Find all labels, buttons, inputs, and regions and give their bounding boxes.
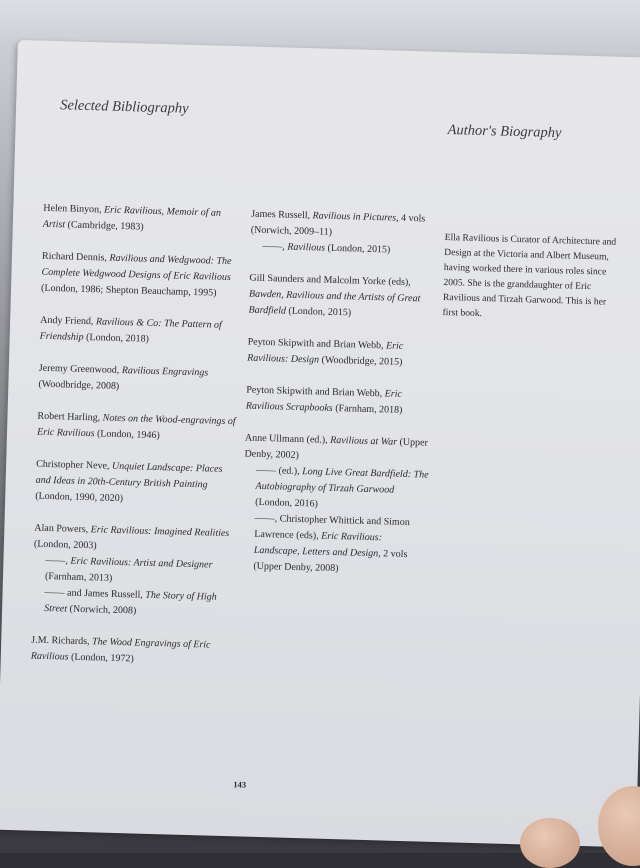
bibliography-column-2 [241,207,437,596]
entry-rest: (Woodbridge, 2008) [38,378,120,392]
bibliography-sub-entry [250,239,435,260]
entry-title: The Story of High Street [43,589,217,615]
bibliography-entry [250,207,436,260]
entry-author: J.M. Richards, [31,634,93,648]
entry-rest: (London, 2018) [83,331,150,345]
entry-rest: , 2 vols (Upper Denby, 2008) [253,548,408,575]
entry-author: Jeremy Greenwood, [38,362,122,377]
entry-author: Peyton Skipwith and Brian Webb, [246,384,385,400]
entry-rest: (London, 1990, 2020) [35,490,124,505]
entry-rest: (Farnham, 2013) [44,570,113,584]
bibliography-entry [246,383,432,420]
bibliography-entry [241,430,430,579]
entry-rest: (London, 1986; Shepton Beauchamp, 1995) [40,282,217,299]
bibliography-entry [248,271,434,324]
entry-title: Ravilious at War [330,434,398,448]
index-finger [520,818,580,868]
entry-author: Christopher Neve, [36,458,113,472]
entry-title: Eric Ravilious, Memoir of an Artist [42,204,222,231]
entry-rest: (Farnham, 2018) [332,402,403,416]
entry-title: Eric Ravilious: Artist and Designer [70,555,213,571]
bibliography-entry [37,409,238,447]
bibliography-entry [38,361,239,399]
entry-title: The Wood Engravings of Eric Ravilious [30,636,211,663]
entry-title: Bawden, Ravilious and the Artists of Great Bardfield [248,288,421,317]
bibliography-entry [43,201,244,239]
book-page [0,40,640,848]
entry-rest: (London, 2016) [255,496,319,510]
bibliography-sub-entry [243,462,429,515]
entry-author: Robert Harling, [37,410,103,424]
entry-author: Helen Binyon, [43,202,105,216]
entry-title: Eric Ravilious: Landscape, Letters and Design [253,530,383,560]
bibliography-entry [41,249,242,303]
entry-rest: (London, 1972) [68,651,134,665]
bibliography-entry [31,633,232,671]
entry-rest: , 4 vols (Norwich, 2009–11) [250,212,426,238]
entry-title: Eric Ravilious Scrapbooks [245,388,403,414]
entry-title: Ravilious and Wedgwood: The Complete Wedgwood Designs of Eric Ravilious [41,252,232,284]
bibliography-sub-entry [241,510,428,579]
entry-author: —— (ed.), [255,464,303,478]
bibliography-heading: Selected Bibliography [59,97,189,117]
entry-author: ——, [45,554,71,567]
bibliography-entry [35,457,236,511]
entry-title: Long Live Great Bardfield: The Autobiography of Tirzah Garwood [255,466,429,496]
entry-title: Ravilious [287,241,326,254]
entry-author: Peyton Skipwith and Brian Webb, [247,336,387,352]
bibliography-entry [247,335,433,372]
entry-title: Ravilious Engravings [121,365,209,379]
entry-author: Andy Friend, [40,314,97,328]
entry-rest: (Woodbridge, 2015) [318,354,403,368]
entry-author: Richard Dennis, [41,250,110,264]
entry-title: Ravilious in Pictures [312,210,397,224]
bibliography-entry [32,521,235,623]
entry-author: ——, [262,240,288,253]
entry-author: —— and James Russell, [44,586,146,601]
entry-title: Unquiet Landscape: Places and Ideas in 20th-Century British Painting [35,460,223,491]
entry-title: Eric Ravilious: Imagined Realities [90,524,230,540]
page-number: 143 [233,779,247,790]
entry-title: Eric Ravilious: Design [247,340,404,366]
entry-author: ——, Christopher Whittick and Simon Lawrence (eds), [254,512,410,542]
biography-heading: Author's Biography [447,122,562,142]
entry-rest: (London, 2003) [33,538,97,552]
entry-rest: (Cambridge, 1983) [64,219,144,233]
entry-rest: (London, 2015) [285,305,352,319]
entry-rest: (Upper Denby, 2002) [244,436,429,462]
entry-author: James Russell, [251,208,313,222]
entry-author: Alan Powers, [34,522,91,536]
entry-rest: (Norwich, 2008) [66,603,137,617]
entry-title: Notes on the Wood-engravings of Eric Ravilious [36,412,236,440]
bibliography-entry [40,313,241,351]
biography-text: Ella Ravilious is Curator of Architecture and Design at the Victoria and Albert Museum, having worked there in various roles since 2005. She is the granddaughter of Eric Ravilious and Tirzah Garwood. This is her first book. [442,231,617,320]
bibliography-sub-entry [32,585,233,623]
entry-title: Ravilious & Co: The Pattern of Friendship [39,316,222,343]
entry-rest: (London, 1946) [94,428,160,442]
entry-author: Anne Ullmann (ed.), [244,432,331,446]
entry-author: Gill Saunders and Malcolm Yorke (eds), [249,272,411,289]
bibliography-column-1 [30,201,243,686]
entry-rest: (London, 2015) [324,242,391,256]
